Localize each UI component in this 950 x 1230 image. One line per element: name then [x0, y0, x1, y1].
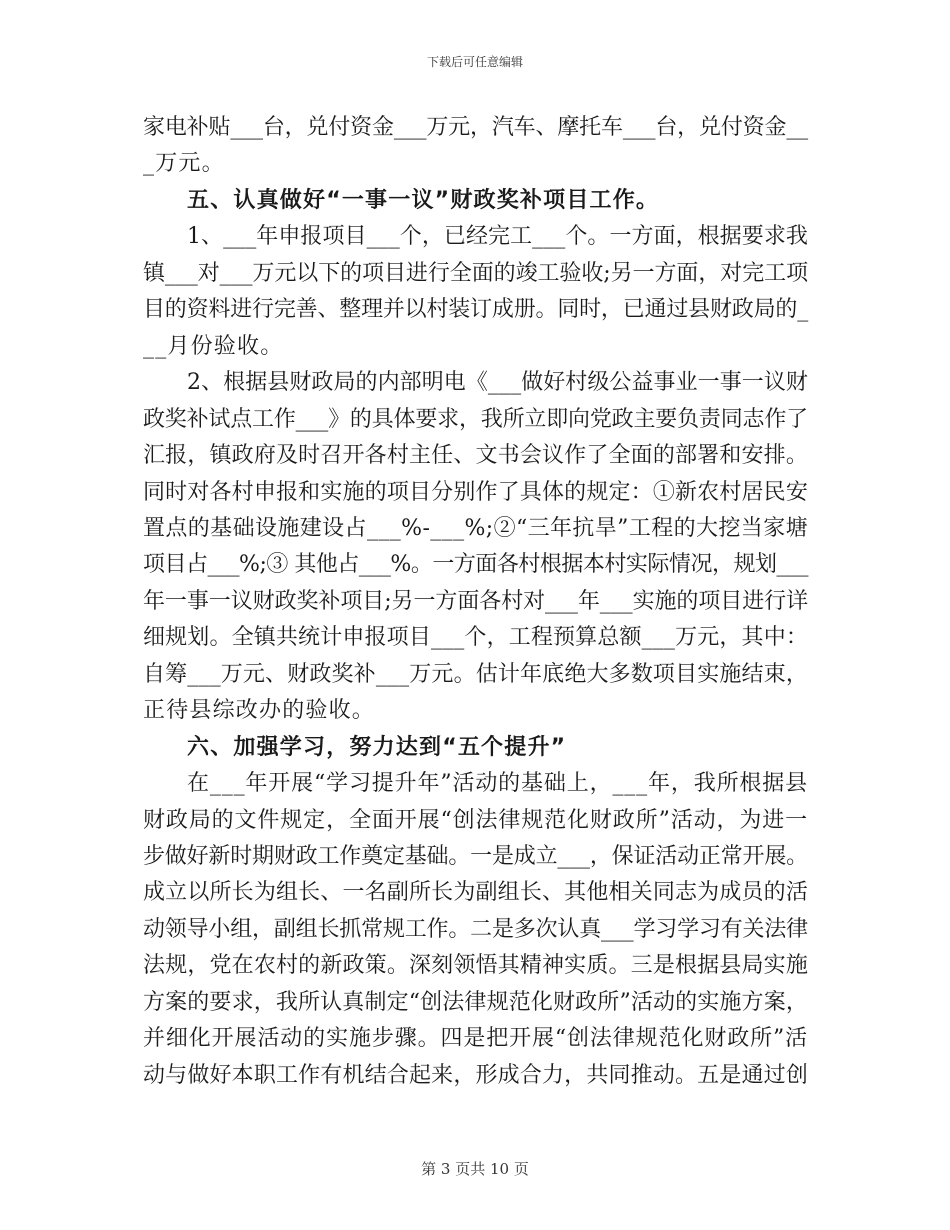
- text-line: 汇报，镇政府及时召开各村主任、文书会议作了全面的部署和安排。: [143, 443, 808, 469]
- text-line: 法规，党在农村的新政策。深刻领悟其精神实质。三是根据县局实施: [143, 953, 808, 979]
- text-line: 在___年开展“学习提升年”活动的基础上，___年，我所根据县: [187, 771, 808, 797]
- text-line: 方案的要求，我所认真制定“创法律规范化财政所”活动的实施方案，: [143, 989, 808, 1015]
- text-line: 1、___年申报项目___个，已经完工___个。一方面，根据要求我: [187, 224, 808, 250]
- text-line: 置点的基础设施建设占___%-___%;②“三年抗旱”工程的大挖当家塘: [143, 515, 808, 541]
- text-line: __月份验收。: [143, 333, 284, 359]
- text-line: 目的资料进行完善、整理并以村装订成册。同时，已通过县财政局的_: [143, 297, 808, 323]
- section-heading: 六、加强学习，努力达到“五个提升”: [187, 734, 567, 760]
- page-header: 下载后可任意编辑: [426, 55, 523, 69]
- text-line: 2、根据县财政局的内部明电《___做好村级公益事业一事一议财: [187, 370, 808, 396]
- text-line: 并细化开展活动的实施步骤。四是把开展“创法律规范化财政所”活: [143, 1026, 808, 1052]
- text-line: _万元。: [143, 151, 225, 177]
- text-line: 步做好新时期财政工作奠定基础。一是成立___，保证活动正常开展。: [143, 844, 808, 869]
- text-line: 同时对各村申报和实施的项目分别作了具体的规定：①新农村居民安: [143, 479, 808, 505]
- text-line: 成立以所长为组长、一名副所长为副组长、其他相关同志为成员的活: [143, 880, 808, 906]
- page-footer: 第 3 页共 10 页: [421, 1160, 529, 1178]
- text-line: 政奖补试点工作___》的具体要求，我所立即向党政主要负责同志作了: [143, 406, 808, 432]
- section-heading: 五、认真做好“一事一议”财政奖补项目工作。: [187, 187, 660, 213]
- text-line: 自筹___万元、财政奖补___万元。估计年底绝大多数项目实施结束，: [143, 661, 808, 687]
- text-line: 镇___对___万元以下的项目进行全面的竣工验收;另一方面，对完工项: [143, 260, 808, 286]
- text-line: 动与做好本职工作有机结合起来，形成合力，共同推动。五是通过创: [143, 1062, 808, 1088]
- text-line: 动领导小组，副组长抓常规工作。二是多次认真___学习学习有关法律: [143, 916, 808, 942]
- text-line: 正待县综改办的验收。: [143, 698, 376, 724]
- text-line: 细规划。全镇共统计申报项目___个，工程预算总额___万元，其中：: [143, 625, 808, 651]
- text-line: 家电补贴___台，兑付资金___万元，汽车、摩托车___台，兑付资金__: [143, 115, 808, 140]
- text-line: 财政局的文件规定，全面开展“创法律规范化财政所”活动，为进一: [143, 807, 808, 833]
- text-line: 年一事一议财政奖补项目;另一方面各村对___年___实施的项目进行详: [143, 588, 808, 614]
- text-line: 项目占___%;③ 其他占___%。一方面各村根据本村实际情况，规划___: [143, 552, 808, 578]
